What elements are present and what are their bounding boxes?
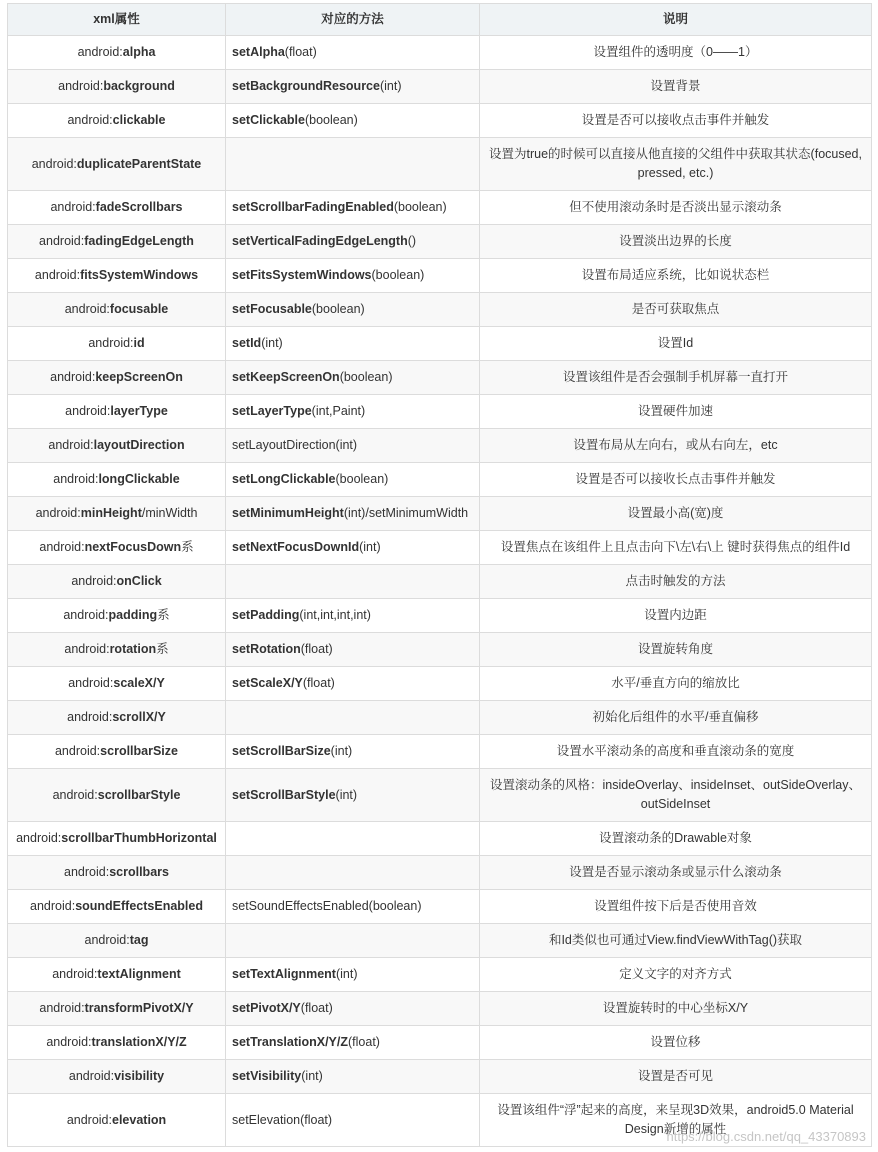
description-cell: 设置背景 <box>480 70 872 104</box>
description-cell: 设置布局从左向右，或从右向左，etc <box>480 429 872 463</box>
attr-prefix: android: <box>52 967 98 981</box>
method-args: setLayoutDirection(int) <box>232 438 358 452</box>
attr-name: duplicateParentState <box>76 156 202 171</box>
method-cell <box>226 633 480 667</box>
xml-attr-cell <box>8 735 226 769</box>
attr-prefix: android: <box>71 574 117 588</box>
xml-attr-cell <box>8 259 226 293</box>
attr-suffix: /minWidth <box>141 506 198 520</box>
attr-name: scaleX/Y <box>113 676 165 690</box>
xml-attr-cell <box>8 822 226 856</box>
table-row <box>8 701 872 735</box>
method-args: (float) <box>300 642 333 656</box>
attr-name: clickable <box>112 113 166 127</box>
table-row <box>8 856 872 890</box>
method-name: setTranslationX/Y/Z <box>232 1035 349 1049</box>
method-name: setKeepScreenOn <box>232 370 340 384</box>
method-cell <box>226 191 480 225</box>
table-row <box>8 225 872 259</box>
table-row <box>8 822 872 856</box>
attr-prefix: android: <box>50 370 96 384</box>
table-row <box>8 259 872 293</box>
attr-name: minHeight <box>80 506 142 520</box>
xml-attr-cell <box>8 36 226 70</box>
method-args: (int) <box>330 744 353 758</box>
header-desc: 说明 <box>480 4 872 36</box>
method-cell <box>226 1060 480 1094</box>
method-name: setMinimumHeight <box>232 506 344 520</box>
attr-name: nextFocusDown <box>84 540 182 554</box>
attr-prefix: android: <box>39 540 85 554</box>
xml-attr-cell <box>8 497 226 531</box>
table-row <box>8 70 872 104</box>
method-args: (float) <box>302 676 335 690</box>
attr-prefix: android: <box>67 710 113 724</box>
table-body <box>8 36 872 1147</box>
method-cell <box>226 856 480 890</box>
method-args: (int) <box>261 336 283 350</box>
attr-name: scrollX/Y <box>112 710 166 724</box>
attr-suffix: 系 <box>156 642 169 656</box>
table-row <box>8 327 872 361</box>
method-args: (int) <box>379 79 402 93</box>
attr-prefix: android: <box>30 899 76 913</box>
table-row <box>8 958 872 992</box>
table-row <box>8 36 872 70</box>
method-args: (float) <box>284 45 317 59</box>
header-xml-attr: xml属性 <box>8 4 226 36</box>
description-cell: 设置为true的时候可以直接从他直接的父组件中获取其状态(focused, pressed, etc.) <box>480 138 872 191</box>
method-cell <box>226 822 480 856</box>
attr-prefix: android: <box>46 1035 92 1049</box>
attr-name: soundEffectsEnabled <box>75 899 203 913</box>
xml-attr-cell <box>8 890 226 924</box>
description-cell: 但不使用滚动条时是否淡出显示滚动条 <box>480 191 872 225</box>
method-cell <box>226 531 480 565</box>
attr-name: keepScreenOn <box>95 370 183 384</box>
attr-name: scrollbarSize <box>100 744 178 758</box>
description-cell: 设置硬件加速 <box>480 395 872 429</box>
attr-prefix: android: <box>48 438 94 452</box>
xml-attr-cell <box>8 104 226 138</box>
method-cell <box>226 36 480 70</box>
method-cell <box>226 667 480 701</box>
method-cell <box>226 104 480 138</box>
attr-name: transformPivotX/Y <box>84 1001 194 1015</box>
method-args: (int) <box>301 1069 323 1083</box>
xml-attr-cell <box>8 1094 226 1147</box>
method-name: setScrollbarFadingEnabled <box>232 200 394 214</box>
attr-prefix: android: <box>66 1112 112 1127</box>
method-name: setVerticalFadingEdgeLength <box>232 234 408 248</box>
attr-name: rotation <box>109 642 157 656</box>
method-name: setNextFocusDownId <box>232 540 360 554</box>
description-cell: 设置是否可见 <box>480 1060 872 1094</box>
attr-prefix: android: <box>39 1001 85 1015</box>
method-cell <box>226 565 480 599</box>
xml-attr-cell <box>8 769 226 822</box>
attr-prefix: android: <box>35 506 81 520</box>
method-cell <box>226 497 480 531</box>
attr-name: fadeScrollbars <box>95 200 183 214</box>
attr-name: scrollbars <box>109 865 169 879</box>
attr-name: alpha <box>122 45 156 59</box>
method-cell <box>226 1094 480 1147</box>
method-args: (int,int,int,int) <box>299 608 371 622</box>
attr-name: elevation <box>112 1112 167 1127</box>
method-name: setVisibility <box>232 1069 302 1083</box>
method-args: (int) <box>335 967 358 981</box>
xml-attr-cell <box>8 599 226 633</box>
xml-attr-cell <box>8 701 226 735</box>
table-header <box>8 4 872 36</box>
xml-attr-cell <box>8 361 226 395</box>
description-cell: 设置最小高(宽)度 <box>480 497 872 531</box>
xml-attr-cell <box>8 1060 226 1094</box>
xml-attr-cell <box>8 395 226 429</box>
attr-prefix: android: <box>53 472 99 486</box>
attr-prefix: android: <box>63 608 109 622</box>
attr-prefix: android: <box>88 336 134 350</box>
description-cell: 设置淡出边界的长度 <box>480 225 872 259</box>
method-name: setPadding <box>232 608 300 622</box>
method-name: setLayerType <box>232 404 312 418</box>
attr-name: onClick <box>116 574 162 588</box>
method-cell <box>226 769 480 822</box>
table-row <box>8 924 872 958</box>
description-cell: 设置布局适应系统，比如说状态栏 <box>480 259 872 293</box>
description-cell: 设置是否显示滚动条或显示什么滚动条 <box>480 856 872 890</box>
method-args: (float) <box>348 1035 380 1049</box>
method-cell <box>226 1026 480 1060</box>
attr-prefix: android: <box>68 1069 115 1083</box>
method-cell <box>226 259 480 293</box>
method-cell <box>226 735 480 769</box>
description-cell: 设置滚动条的风格：insideOverlay、insideInset、outSideOverlay、outSideInset <box>480 769 872 822</box>
description-cell: 和Id类似也可通过View.findViewWithTag()获取 <box>480 924 872 958</box>
attr-prefix: android: <box>84 933 130 947</box>
method-name: setClickable <box>232 113 305 127</box>
xml-attr-cell <box>8 667 226 701</box>
description-cell: 设置是否可以接收点击事件并触发 <box>480 104 872 138</box>
description-cell: 水平/垂直方向的缩放比 <box>480 667 872 701</box>
attr-prefix: android: <box>39 234 85 248</box>
attr-name: fadingEdgeLength <box>84 234 194 248</box>
attr-suffix: 系 <box>181 540 194 554</box>
attr-name: translationX/Y/Z <box>91 1035 187 1049</box>
description-cell: 设置该组件是否会强制手机屏幕一直打开 <box>480 361 872 395</box>
method-cell <box>226 924 480 958</box>
method-name: setRotation <box>232 642 301 656</box>
description-cell: 设置内边距 <box>480 599 872 633</box>
method-cell <box>226 890 480 924</box>
attr-prefix: android: <box>52 787 98 802</box>
watermark: https://blog.csdn.net/qq_43370893 <box>666 1129 866 1144</box>
method-args: (int,Paint) <box>311 404 366 418</box>
attr-name: fitsSystemWindows <box>80 268 199 282</box>
method-name: setScrollBarStyle <box>232 787 336 802</box>
description-cell: 设置位移 <box>480 1026 872 1060</box>
attr-prefix: android: <box>64 642 110 656</box>
method-args: (int) <box>335 787 358 802</box>
table-row <box>8 633 872 667</box>
attributes-table <box>7 3 872 1147</box>
description-cell: 设置旋转角度 <box>480 633 872 667</box>
attr-name: id <box>133 336 145 350</box>
method-args: (boolean) <box>335 472 389 486</box>
table-row <box>8 429 872 463</box>
method-args: (boolean) <box>393 200 447 214</box>
attr-prefix: android: <box>64 865 110 879</box>
method-name: setBackgroundResource <box>232 79 380 93</box>
attr-prefix: android: <box>34 268 81 282</box>
header-row <box>8 4 872 36</box>
attr-suffix: 系 <box>157 608 170 622</box>
method-args: (boolean) <box>371 268 425 282</box>
table-row <box>8 463 872 497</box>
attr-name: layoutDirection <box>93 438 185 452</box>
description-cell: 点击时触发的方法 <box>480 565 872 599</box>
method-name: setFitsSystemWindows <box>232 268 372 282</box>
xml-attr-cell <box>8 1026 226 1060</box>
xml-attr-cell <box>8 225 226 259</box>
attr-prefix: android: <box>67 113 113 127</box>
method-args: setElevation(float) <box>232 1112 333 1127</box>
table-row <box>8 599 872 633</box>
attr-prefix: android: <box>77 45 123 59</box>
attr-name: layerType <box>110 404 168 418</box>
xml-attr-cell <box>8 293 226 327</box>
table-row <box>8 395 872 429</box>
attr-prefix: android: <box>50 200 96 214</box>
attr-prefix: android: <box>64 302 110 316</box>
table-row <box>8 890 872 924</box>
table-row <box>8 531 872 565</box>
xml-attr-cell <box>8 429 226 463</box>
method-name: setId <box>232 336 262 350</box>
table-row <box>8 191 872 225</box>
method-cell <box>226 992 480 1026</box>
attr-prefix: android: <box>65 404 111 418</box>
xml-attr-cell <box>8 531 226 565</box>
method-name: setScaleX/Y <box>232 676 303 690</box>
method-args: setSoundEffectsEnabled(boolean) <box>232 899 422 913</box>
attr-name: longClickable <box>98 472 180 486</box>
table-row <box>8 497 872 531</box>
xml-attr-cell <box>8 191 226 225</box>
table-row <box>8 565 872 599</box>
attr-name: padding <box>108 608 158 622</box>
xml-attr-cell <box>8 327 226 361</box>
description-cell: 是否可获取焦点 <box>480 293 872 327</box>
xml-attr-cell <box>8 565 226 599</box>
description-cell: 设置水平滚动条的高度和垂直滚动条的宽度 <box>480 735 872 769</box>
method-args: (boolean) <box>311 302 365 316</box>
method-name: setTextAlignment <box>232 967 336 981</box>
method-args: (float) <box>300 1001 333 1015</box>
header-method: 对应的方法 <box>226 4 480 36</box>
description-cell: 设置组件的透明度（0——1） <box>480 36 872 70</box>
table-row <box>8 992 872 1026</box>
xml-attr-cell <box>8 856 226 890</box>
method-args: (boolean) <box>339 370 393 384</box>
method-cell <box>226 395 480 429</box>
method-name: setScrollBarSize <box>232 744 331 758</box>
description-cell: 设置是否可以接收长点击事件并触发 <box>480 463 872 497</box>
attr-prefix: android: <box>68 676 114 690</box>
method-cell <box>226 701 480 735</box>
method-cell <box>226 327 480 361</box>
description-cell: 设置该组件“浮”起来的高度，来呈现3D效果，android5.0 Material Design新增的属性 <box>480 1094 872 1147</box>
method-cell <box>226 463 480 497</box>
table-row <box>8 293 872 327</box>
description-cell: 定义文字的对齐方式 <box>480 958 872 992</box>
xml-attr-cell <box>8 958 226 992</box>
method-cell <box>226 293 480 327</box>
table-row <box>8 769 872 822</box>
description-cell: 设置Id <box>480 327 872 361</box>
method-cell <box>226 958 480 992</box>
attr-name: scrollbarThumbHorizontal <box>61 831 217 845</box>
xml-attr-cell <box>8 924 226 958</box>
attr-prefix: android: <box>54 744 101 758</box>
table-row <box>8 104 872 138</box>
xml-attr-cell <box>8 70 226 104</box>
method-args: (boolean) <box>304 113 358 127</box>
table-row <box>8 1060 872 1094</box>
attr-prefix: android: <box>58 79 104 93</box>
table-row <box>8 1026 872 1060</box>
description-cell: 设置焦点在该组件上且点击向下\左\右\上 键时获得焦点的组件Id <box>480 531 872 565</box>
attr-name: tag <box>129 933 149 947</box>
method-args: () <box>407 234 417 248</box>
attr-name: textAlignment <box>97 967 181 981</box>
method-cell <box>226 70 480 104</box>
method-name: setPivotX/Y <box>232 1001 301 1015</box>
method-cell <box>226 429 480 463</box>
method-args: (int) <box>359 540 381 554</box>
description-cell: 设置组件按下后是否使用音效 <box>480 890 872 924</box>
method-cell <box>226 599 480 633</box>
table-row <box>8 735 872 769</box>
method-name: setFocusable <box>232 302 312 316</box>
description-cell: 初始化后组件的水平/垂直偏移 <box>480 701 872 735</box>
attr-name: background <box>103 79 175 93</box>
description-cell: 设置旋转时的中心坐标X/Y <box>480 992 872 1026</box>
xml-attr-cell <box>8 992 226 1026</box>
xml-attr-cell <box>8 138 226 191</box>
table-row <box>8 667 872 701</box>
attr-prefix: android: <box>16 831 62 845</box>
method-name: setAlpha <box>232 45 285 59</box>
attr-name: visibility <box>114 1069 165 1083</box>
method-cell <box>226 138 480 191</box>
attr-prefix: android: <box>31 156 77 171</box>
method-cell <box>226 361 480 395</box>
method-cell <box>226 225 480 259</box>
attr-name: scrollbarStyle <box>97 787 181 802</box>
method-name: setLongClickable <box>232 472 336 486</box>
method-args: (int)/setMinimumWidth <box>343 506 469 520</box>
xml-attr-cell <box>8 463 226 497</box>
attr-name: focusable <box>109 302 169 316</box>
table-row <box>8 361 872 395</box>
table-row <box>8 138 872 191</box>
xml-attr-cell <box>8 633 226 667</box>
description-cell: 设置滚动条的Drawable对象 <box>480 822 872 856</box>
